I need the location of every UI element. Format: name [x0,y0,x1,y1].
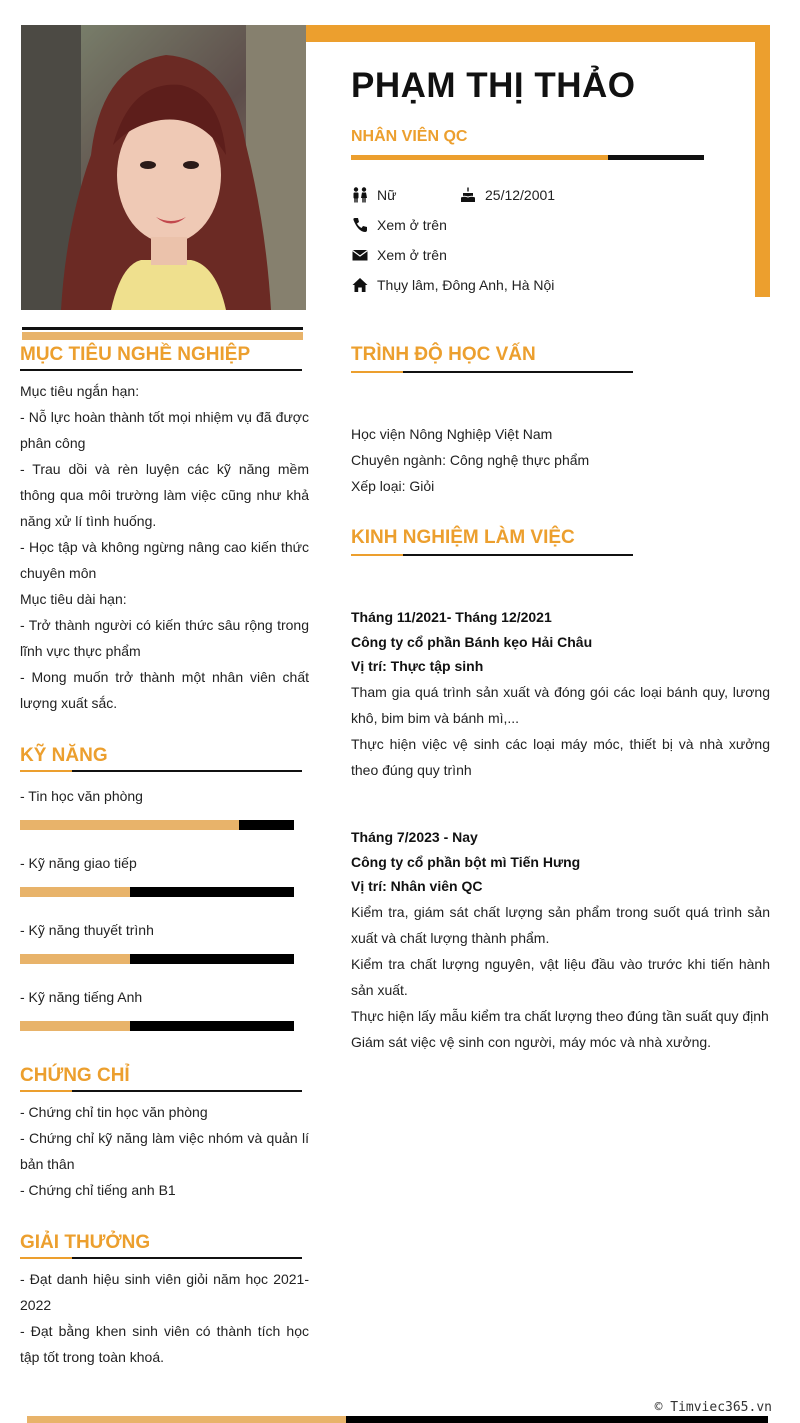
envelope-icon [351,246,368,263]
experience-position: Vị trí: Nhân viên QC [351,878,483,894]
title-underline [351,155,704,160]
skills-title: KỸ NĂNG [20,745,108,766]
address-row [351,276,554,293]
experience-company: Công ty cổ phần bột mì Tiến Hưng [351,853,581,870]
education-underline [351,371,633,373]
gender-value: Nữ [377,186,397,203]
objective-line: - Học tập và không ngừng nâng cao kiến thức chuyên môn [20,539,309,581]
certificate-line: - Chứng chỉ tin học văn phòng [20,1104,208,1120]
objective-text [20,378,309,716]
candidate-name: PHẠM THỊ THẢO [351,66,636,105]
profile-photo [21,25,306,310]
experience-detail: Thực hiện việc vệ sinh các loại máy móc, thiết bị và nhà xưởng theo đúng quy trình [351,735,770,778]
awards-underline [20,1257,302,1259]
experience-period: Tháng 7/2023 - Nay [351,829,478,845]
experience-position: Vị trí: Thực tập sinh [351,658,484,674]
phone-value: Xem ở trên [377,216,447,233]
skill-bar [20,1021,294,1031]
left-divider [22,327,303,340]
education-details [351,421,770,499]
phone-row [351,216,447,233]
skill-bar [20,887,294,897]
birthday-row [459,186,555,203]
skill-label: - Tin học văn phòng [20,788,143,804]
objective-line: - Trau dồi và rèn luyện các kỹ năng mềm thông qua môi trường làm việc cũng như khả năng xử lí tình huống. [20,461,309,529]
certificate-line: - Chứng chỉ tiếng anh B1 [20,1182,176,1198]
experience-detail: Kiểm tra chất lượng nguyên, vật liệu đầu vào trước khi tiến hành sản xuất. [351,955,770,998]
address-value: Thụy lâm, Đông Anh, Hà Nội [377,276,555,293]
skills-underline [20,770,302,772]
objective-line: Mục tiêu dài hạn: [20,591,127,607]
experience-company: Công ty cổ phần Bánh kẹo Hải Châu [351,633,593,650]
header-frame-right [755,25,770,297]
education-major: Chuyên ngành: Công nghệ thực phẩm [351,452,590,468]
education-school: Học viện Nông Nghiệp Việt Nam [351,426,553,442]
email-row [351,246,447,263]
header-frame-top [306,25,770,42]
gender-row [351,186,396,203]
objective-line: - Trở thành người có kiến thức sâu rộng trong lĩnh vực thực phẩm [20,617,309,659]
objective-line: - Mong muốn trở thành một nhân viên chất lượng xuất sắc. [20,669,309,711]
certificates-text [20,1099,309,1203]
experience-detail: Tham gia quá trình sản xuất và đóng gói các loại bánh quy, lương khô, bim bim và bánh mì,... [351,683,770,726]
experience-detail: Thực hiện lấy mẫu kiểm tra chất lượng theo đúng tần suất quy định [351,1007,769,1024]
objective-line: Mục tiêu ngắn hạn: [20,383,140,399]
skill-bar [20,820,294,830]
certificate-line: - Chứng chỉ kỹ năng làm việc nhóm và quản lí bản thân [20,1130,309,1172]
skill-label: - Kỹ năng giao tiếp [20,855,137,871]
profile-photo-image [21,25,306,310]
certificates-underline [20,1090,302,1092]
objective-underline [20,369,302,371]
home-icon [351,276,368,293]
phone-icon [351,216,368,233]
job-title: NHÂN VIÊN QC [351,128,468,145]
people-icon [351,186,368,203]
objective-line: - Nỗ lực hoàn thành tốt mọi nhiệm vụ đã được phân công [20,409,309,451]
education-title: TRÌNH ĐỘ HỌC VẤN [351,344,536,365]
award-line: - Đạt danh hiệu sinh viên giỏi năm học 2021-2022 [20,1271,309,1313]
awards-text [20,1266,309,1370]
watermark: © Timviec365.vn [654,1400,772,1415]
awards-title: GIẢI THƯỞNG [20,1232,151,1253]
experience-detail: Kiểm tra, giám sát chất lượng sản phẩm trong suốt quá trình sản xuất và chất lượng thành phẩm. [351,903,770,946]
experience-title: KINH NGHIỆM LÀM VIỆC [351,527,575,548]
education-grade: Xếp loại: Giỏi [351,478,435,494]
skill-label: - Kỹ năng thuyết trình [20,922,154,938]
skill-bar [20,954,294,964]
experience-underline [351,554,633,556]
experience-period: Tháng 11/2021- Tháng 12/2021 [351,609,552,625]
objective-title: MỤC TIÊU NGHỀ NGHIỆP [20,344,251,365]
award-line: - Đạt bằng khen sinh viên có thành tích học tập tốt trong toàn khoá. [20,1323,309,1365]
experience-detail: Giám sát việc vệ sinh con người, máy móc và nhà xưởng. [351,1033,712,1050]
email-value: Xem ở trên [377,246,447,263]
footer-bar [27,1416,768,1423]
skill-label: - Kỹ năng tiếng Anh [20,989,143,1005]
experience-item [351,605,770,783]
birthday-value: 25/12/2001 [485,186,556,203]
cake-icon [459,186,476,203]
experience-item [351,825,770,1055]
certificates-title: CHỨNG CHỈ [20,1065,130,1086]
